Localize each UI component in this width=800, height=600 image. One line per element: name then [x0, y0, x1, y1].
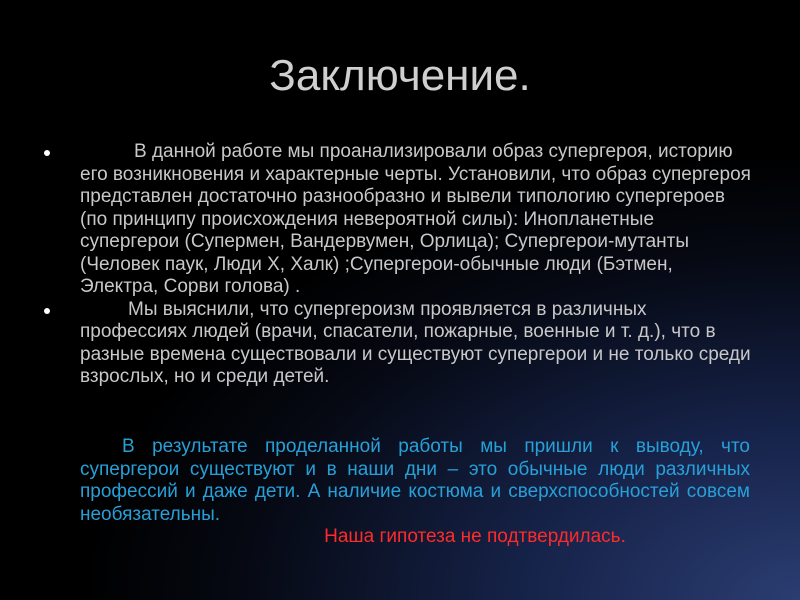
slide-title: Заключение.	[269, 51, 531, 100]
bullet-text-2: Мы выяснили, что супергероизм проявляется в различных профессиях людей (врачи, спасатели, пожарные, военные и т. д.), что в разные времена существовали и существуют супергерои и не только среди взрослых, но и среди детей.	[80, 298, 751, 387]
bullet-item-1	[44, 141, 754, 299]
bullet-list	[44, 141, 754, 389]
conclusion-block	[80, 436, 750, 549]
bullet-dot-icon	[44, 308, 50, 314]
bullet-item-2	[44, 299, 754, 389]
bullet-dot-icon	[44, 150, 50, 156]
hypothesis-text: Наша гипотеза не подтвердилась.	[324, 526, 626, 547]
bullet-text-1: В данной работе мы проанализировали образ супергероя, историю его возникновения и характерные черты. Установили, что образ супергероя представлен достаточно разнообразно и вывели типологию супергероев (по принципу происхождения невероятной силы): Инопланетные супергерои (Супермен, Вандервумен, Орлица); Супергерои-мутанты (Человек паук, Люди Х, Халк) ;Супергерои-обычные люди (Бэтмен, Электра, Сорви голова) .	[80, 141, 751, 297]
conclusion-text: В результате проделанной работы мы пришли к выводу, что супергерои существуют и в наши дни – это обычные люди различных профессий и даже дети. А наличие костюма и сверхспособностей совсем необязательны.	[80, 436, 750, 525]
